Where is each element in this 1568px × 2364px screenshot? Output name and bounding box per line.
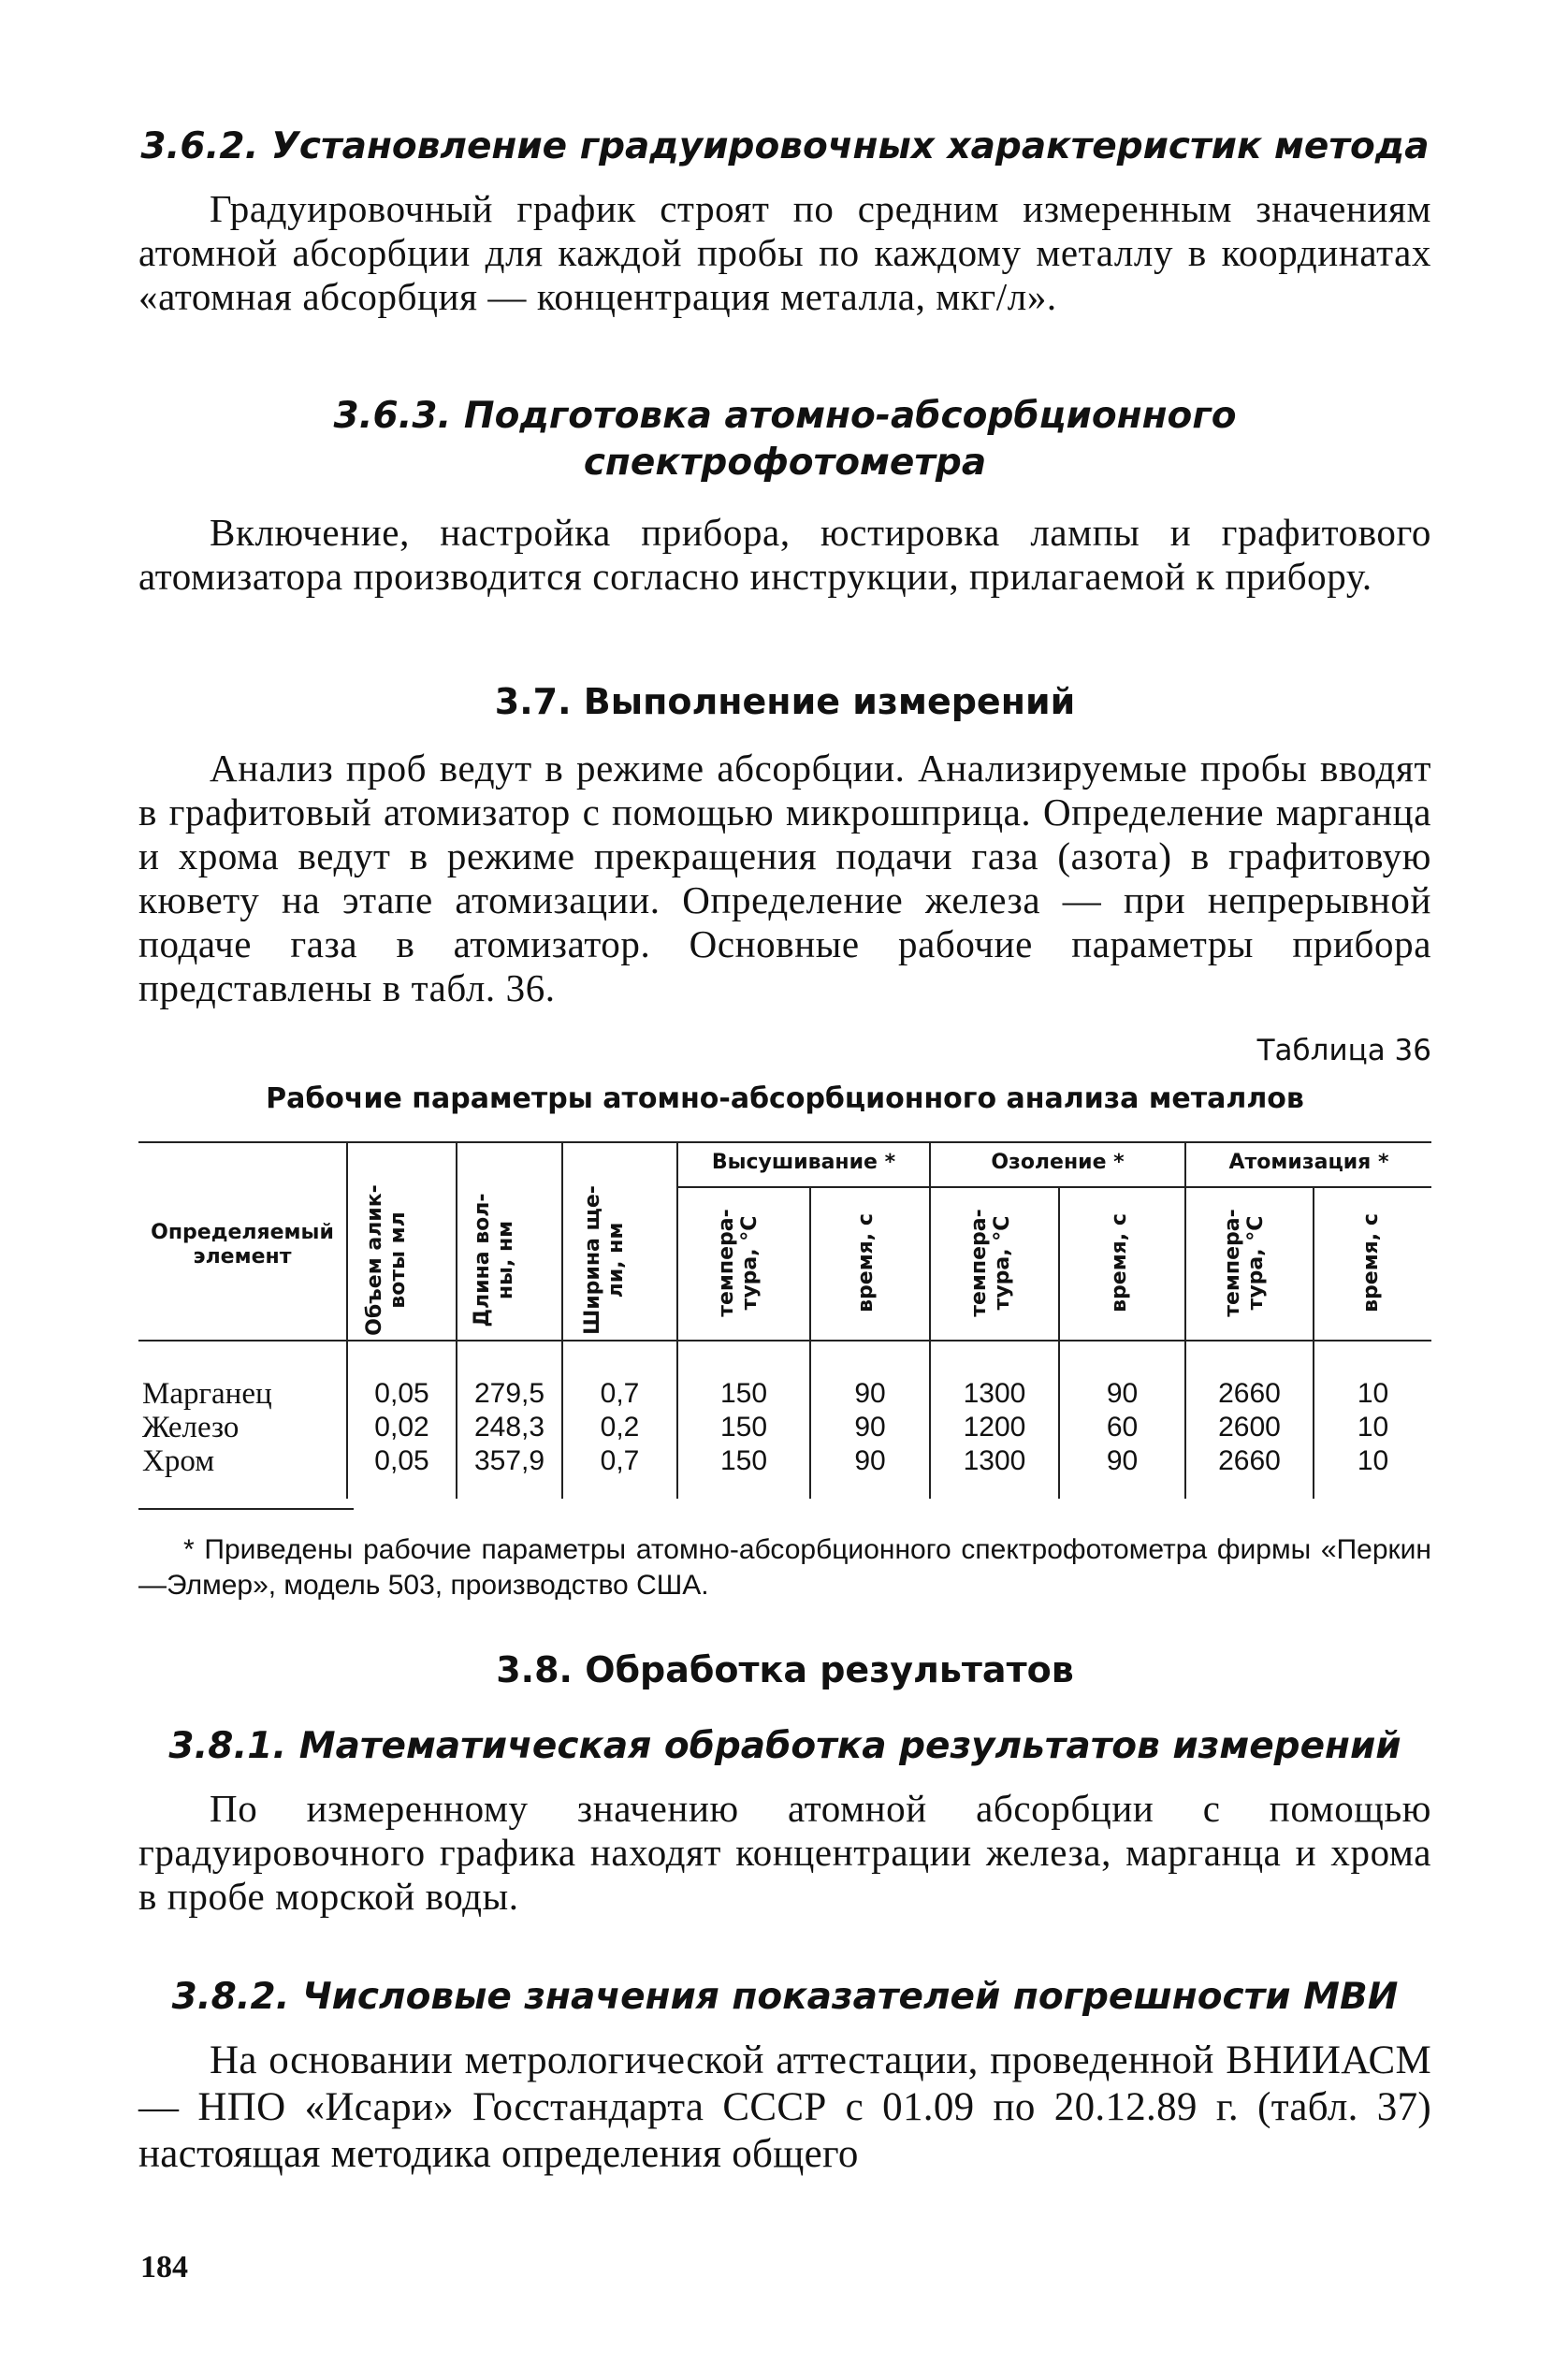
cell-atomization-time: 10 xyxy=(1357,1378,1389,1409)
header-volume: Объем алик-воты мл xyxy=(363,1184,410,1336)
cell-ashing-temp: 1300 xyxy=(963,1445,1026,1476)
section-3-8-2-heading: 3.8.2. Числовые значения показателей погрешности МВИ xyxy=(171,1976,1399,2018)
cell-slit: 0,7 xyxy=(600,1445,640,1476)
cell-drying-temp: 150 xyxy=(719,1378,768,1409)
header-element: Определяемый элемент xyxy=(151,1221,334,1269)
header-ashing-temp: темпера-тура, °С xyxy=(967,1209,1014,1317)
cell-atomization-time: 10 xyxy=(1357,1412,1389,1443)
cell-wavelength: 248,3 xyxy=(473,1412,545,1443)
cell-volume: 0,05 xyxy=(374,1445,429,1476)
cell-atomization-temp: 2600 xyxy=(1218,1412,1281,1443)
cell-wavelength: 279,5 xyxy=(473,1378,545,1409)
page-number: 184 xyxy=(140,2250,188,2284)
table-label: Таблица 36 xyxy=(1256,1034,1431,1067)
cell-atomization-temp: 2660 xyxy=(1218,1445,1281,1476)
cell-ashing-time: 90 xyxy=(1106,1378,1139,1409)
section-3-6-3-heading-line1: 3.6.3. Подготовка атомно-абсорбционного xyxy=(333,395,1237,437)
cell-drying-temp: 150 xyxy=(719,1445,768,1476)
section-3-8-1-heading: 3.8.1. Математическая обработка результатов измерений xyxy=(168,1725,1401,1767)
cell-drying-time: 90 xyxy=(854,1445,886,1476)
cell-wavelength: 357,9 xyxy=(473,1445,545,1476)
header-drying-temp: темпера-тура, °С xyxy=(715,1209,762,1317)
cell-ashing-time: 90 xyxy=(1106,1445,1139,1476)
cell-element: Железо xyxy=(142,1411,240,1444)
cell-drying-temp: 150 xyxy=(719,1412,768,1443)
cell-volume: 0,05 xyxy=(374,1378,429,1409)
header-atomization: Атомизация * xyxy=(1228,1151,1389,1174)
section-3-6-2-text: Градуировочный график строят по средним измеренным значениям атомной абсорбции для каждой пробы по каждому металлу в координатах «атомная абсорбция — концентрация металла, мкг/л». xyxy=(138,187,1431,318)
cell-element: Марганец xyxy=(142,1377,272,1411)
section-3-6-3-heading-line2: спектрофотометра xyxy=(583,442,987,484)
header-atomization-time: время, с xyxy=(1359,1213,1383,1313)
section-3-8-1-text: По измеренному значению атомной абсорбции с помощью градуировочного графика находят концентрации железа, марганца и хрома в пробе морской воды. xyxy=(138,1787,1431,1918)
cell-drying-time: 90 xyxy=(854,1412,886,1443)
cell-ashing-temp: 1300 xyxy=(963,1378,1026,1409)
header-slit: Ширина ще-ли, нм xyxy=(581,1185,628,1335)
header-wavelength: Длина вол-ны, нм xyxy=(471,1193,517,1327)
section-3-8-2-text: На основании метрологической аттестации, проведенной ВНИИАСМ — НПО «Исари» Госстандарта СССР с 01.09 по 20.12.89 г. (табл. 37) настоящая методика определения общего xyxy=(138,2038,1431,2176)
section-3-7-text: Анализ проб ведут в режиме абсорбции. Анализируемые пробы вводят в графитовый атомизатор с помощью микрошприца. Определение марганца и хрома ведут в режиме прекращения подачи газа (азота) в графитовую кювету на этапе атомизации. Определение железа — при непрерывной подаче газа в атомизатор. Основные рабочие параметры прибора представлены в табл. 36. xyxy=(138,747,1431,1009)
cell-ashing-time: 60 xyxy=(1106,1412,1139,1443)
cell-atomization-temp: 2660 xyxy=(1218,1378,1281,1409)
cell-drying-time: 90 xyxy=(854,1378,886,1409)
table-title: Рабочие параметры атомно-абсорбционного анализа металлов xyxy=(266,1082,1304,1115)
section-3-8-heading: 3.8. Обработка результатов xyxy=(496,1649,1074,1690)
section-3-6-3-text: Включение, настройка прибора, юстировка лампы и графитового атомизатора производится согласно инструкции, прилагаемой к прибору. xyxy=(138,511,1431,598)
header-atomization-temp: темпера-тура, °С xyxy=(1221,1209,1268,1317)
section-3-7-heading: 3.7. Выполнение измерений xyxy=(494,681,1076,722)
cell-ashing-temp: 1200 xyxy=(963,1412,1026,1443)
table-footnote: * Приведены рабочие параметры атомно-абсорбционного спектрофотометра фирмы «Перкин—Элмер», модель 503, производство США. xyxy=(138,1534,1431,1601)
cell-element: Хром xyxy=(142,1444,215,1478)
cell-atomization-time: 10 xyxy=(1357,1445,1389,1476)
header-ashing-time: время, с xyxy=(1108,1213,1131,1313)
cell-slit: 0,7 xyxy=(600,1378,640,1409)
header-drying: Высушивание * xyxy=(711,1151,896,1174)
cell-volume: 0,02 xyxy=(374,1412,429,1443)
header-drying-time: время, с xyxy=(854,1213,878,1313)
cell-slit: 0,2 xyxy=(600,1412,640,1443)
header-ashing: Озоление * xyxy=(991,1151,1125,1174)
parameters-table xyxy=(138,1123,1431,1516)
section-3-6-2-heading: 3.6.2. Установление градуировочных характеристик метода xyxy=(140,125,1430,167)
